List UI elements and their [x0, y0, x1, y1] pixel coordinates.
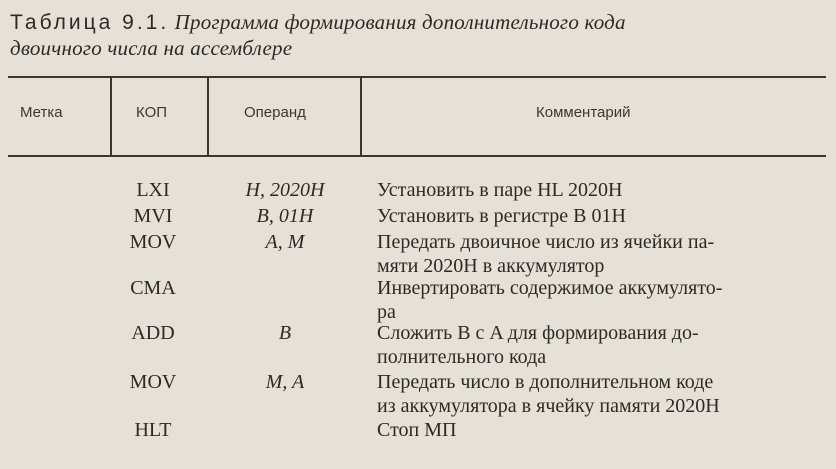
opcode-cell: HLT [134, 419, 172, 441]
opcode-cell: MVI [133, 205, 173, 227]
header-opcode: КОП [136, 104, 168, 121]
table-number: Таблица 9.1. [10, 11, 170, 34]
comment-line: из аккумулятора в ячейку памяти 2020H [377, 395, 720, 417]
comment-cell [377, 321, 829, 369]
operand-cell: A, M [265, 231, 305, 253]
opcode-cell: MOV [129, 371, 177, 393]
operand-cell: B, 01H [256, 205, 314, 227]
comment-line: Инвертировать содержимое аккумулято- [377, 277, 723, 299]
comment-line: Сложить B с A для формирования до- [377, 322, 699, 344]
comment-line: Установить в регистре B 01H [377, 205, 626, 227]
header-divider [207, 78, 209, 155]
opcode-cell: LXI [136, 179, 170, 201]
comment-cell [377, 204, 829, 228]
opcode-cell: MOV [129, 231, 177, 253]
opcode-cell: ADD [131, 322, 175, 344]
comment-cell [377, 370, 829, 418]
comment-line: Передать двоичное число из ячейки па- [377, 231, 715, 253]
operand-cell: H, 2020H [245, 179, 325, 201]
comment-line: мяти 2020H в аккумулятор [377, 255, 605, 277]
header-divider [110, 78, 112, 155]
opcode-cell: CMA [130, 277, 176, 299]
table-top-rule [8, 76, 826, 78]
comment-cell [377, 178, 829, 202]
table-caption [10, 10, 820, 60]
table-title: Программа формирования дополнительного кода [174, 10, 626, 34]
header-divider [360, 78, 362, 155]
header-operand: Операнд [244, 104, 306, 121]
header-bottom-rule [8, 155, 826, 157]
table-subtitle: двоичного числа на ассемблере [10, 36, 293, 60]
header-label: Метка [20, 104, 63, 121]
comment-line: Передать число в дополнительном коде [377, 371, 714, 393]
comment-cell [377, 276, 829, 324]
comment-cell [377, 230, 829, 278]
operand-cell: B [278, 322, 292, 344]
comment-line: полнительного кода [377, 346, 547, 368]
comment-cell [377, 418, 829, 442]
operand-cell: M, A [265, 371, 305, 393]
comment-line: ра [377, 301, 396, 323]
header-comment: Комментарий [536, 104, 631, 121]
comment-line: Установить в паре HL 2020H [377, 179, 623, 201]
comment-line: Стоп МП [377, 419, 457, 441]
